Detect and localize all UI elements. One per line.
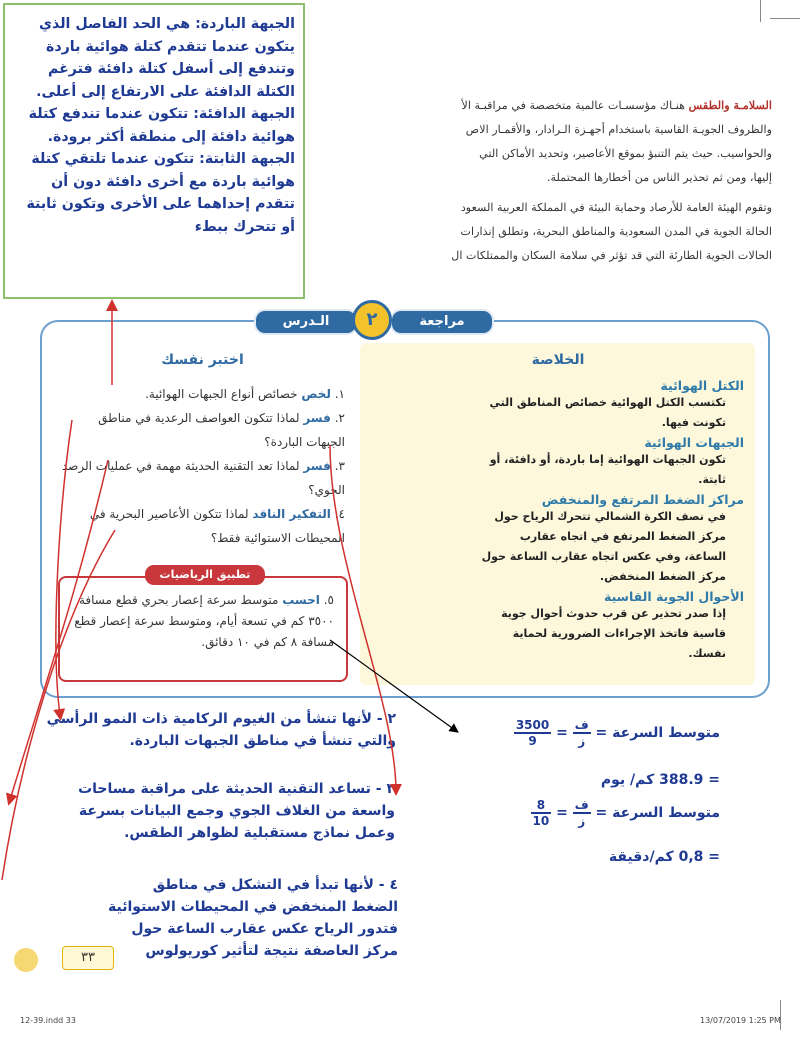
answer-3: ٣ - تساعد التقنية الحديثة على مراقبة مساحات واسعة من الغلاف الجوي وجمع البيانات بسرعة وعمل نماذج مستقبلية لظواهر الطقس. [78, 781, 395, 841]
question-item: ١. لخص خصائص أنواع الجبهات الهوائية. [145, 387, 345, 401]
arrow-q3 [330, 445, 396, 790]
paragraph-line: والظروف الجويـة القاسية باستخدام أجهـزة الـرادار، والأقمـار الاص [465, 123, 772, 136]
summary-text: تكتسب الكتل الهوائية خصائص المناطق التي تكونت فيها. [489, 396, 726, 429]
answer-line: هوائية دافئة إلى منطقة أكثر برودة. [47, 128, 295, 145]
paragraph-line: هنـاك مؤسسـات عالمية متخصصة في مراقبـة الأ [461, 99, 686, 112]
page-number: ٣٣ [62, 946, 114, 970]
summary-heading: الأحوال الجوية القاسية [603, 589, 744, 604]
lesson-number: ٢ [352, 300, 392, 340]
arrow-math [330, 640, 455, 730]
answer-4: ٤ - لأنها تبدأ في التشكل في مناطق الضغط المنخفض في المحيطات الاستوائية فتدور الرياح عكس عقارب الساعة حول مركز العاصفة نتيجة لتأثير كوريولوس [108, 877, 398, 959]
summary-heading: الكتل الهوائية [660, 378, 744, 393]
summary-heading: مراكز الضغط المرتفع والمنخفض [541, 492, 744, 507]
summary-title: الخلاصة [531, 352, 585, 368]
lesson-label: الـدرس [254, 309, 358, 335]
arrow-q2b [10, 460, 108, 800]
paragraph-line: والحواسيب. حيث يتم التنبؤ بموقع الأعاصير، وتحديد الأماكن التي [479, 147, 772, 160]
answer-line: الكتلة الدافئة على الارتفاع إلى أعلى. [36, 83, 295, 100]
summary-text: إذا صدر تحذير عن قرب حدوث أحوال جوية قاسية فاتخذ الإجراءات الضرورية لحماية نفسك. [501, 607, 726, 660]
answer-line: الجبهة الثابتة: تتكون عندما تلتقي كتلة [31, 151, 295, 167]
paragraph-line: وتقوم الهيئة العامة للأرصاد وحماية البيئة في المملكة العربية السعود [460, 201, 772, 214]
result-2: = 0,8 كم/دقيقة [608, 849, 720, 865]
answer-line: الجبهة الدافئة: تتكون عندما تندفع كتلة [28, 106, 295, 122]
result-1: = 388.9 كم/ يوم [600, 772, 720, 788]
math-application-tag: تطبيق الرياضيات [145, 565, 265, 585]
answer-2: ٢ - لأنها تنشأ من الغيوم الركامية ذات النمو الرأسي والتي تنشأ في مناطق الجبهات الباردة. [46, 711, 396, 749]
speed-label: متوسط السرعة = [595, 725, 720, 741]
question-item: ٢. فسر لماذا تتكون العواصف الرعدية في مناطق الجبهات الباردة؟ [98, 411, 345, 449]
paragraph-lead: السلامـة والطقس [688, 98, 772, 112]
question-item: ٣. فسر لماذا تعد التقنية الحديثة مهمة في عمليات الرصد الجوي؟ [61, 459, 345, 497]
self-test-title: اختبر نفسك [161, 352, 244, 368]
review-label: مراجعة [390, 309, 494, 335]
answer-line: هوائية باردة مع أخرى دافئة دون أن [51, 173, 295, 190]
corner-logo-icon [14, 948, 38, 972]
paragraph-line: الحالات الجوية الطارئة التي قد تؤثر في سلامة السكان والممتلكات ال [451, 249, 772, 262]
question-item: ٤. التفكير الناقد لماذا تتكون الأعاصير البحرية في المحيطات الاستوائية فقط؟ [89, 507, 345, 545]
answer-line: أو تتحرك ببطء [194, 218, 295, 235]
arrow-q2 [56, 420, 72, 715]
answer-line: تتقدم إحداهما على الأخرى وتكون ثابتة [26, 196, 295, 212]
footer-date: 13/07/2019 1:25 PM [700, 1016, 781, 1025]
math-answer: متوسط السرعة = $\frac{\text{ف}}{\text{ز}}$ = $\frac{3500}{9}$ = 388.9 كم/ يوم متوسط السرعة = $\frac{\text{ف}}{\text{ز}}$ = $\frac{8}{10}$ = 0,8 كم/دقيقة [455, 718, 720, 872]
summary-text: في نصف الكرة الشمالي تتحرك الرياح حول مركز الضغط المرتفع في اتجاه عقارب الساعة، وفي عكس اتجاه عقارب الساعة حول مركز الضغط المنخفض. [481, 510, 726, 583]
answer-line: الجبهة الباردة: هي الحد الفاصل الذي [39, 16, 295, 32]
speed-label: متوسط السرعة = [595, 805, 720, 821]
summary-text: تكون الجبهات الهوائية إما باردة، أو دافئة، أو ثابتة. [489, 453, 726, 486]
answer-line: يتكون عندما تتقدم كتلة هوائية باردة [45, 38, 295, 55]
footer-file: 12-39.indd 33 [20, 1016, 76, 1025]
paragraph-line: الحالة الجوية في المدن السعودية والمناطق البحرية، وتطلق إنذارات [460, 225, 772, 238]
paragraph-line: إليها، ومن ثم تحذير الناس من أخطارها المحتملة. [546, 171, 772, 184]
answer-line: وتندفع إلى أسفل كتلة دافئة فترغم [47, 61, 295, 77]
summary-heading: الجبهات الهوائية [644, 435, 744, 450]
math-question: ٥. احسب متوسط سرعة إعصار بحري قطع مسافة ٣٥٠٠ كم في تسعة أيام، ومتوسط سرعة إعصار قطع مسافة ٨ كم في ١٠ دقائق. [74, 593, 334, 649]
